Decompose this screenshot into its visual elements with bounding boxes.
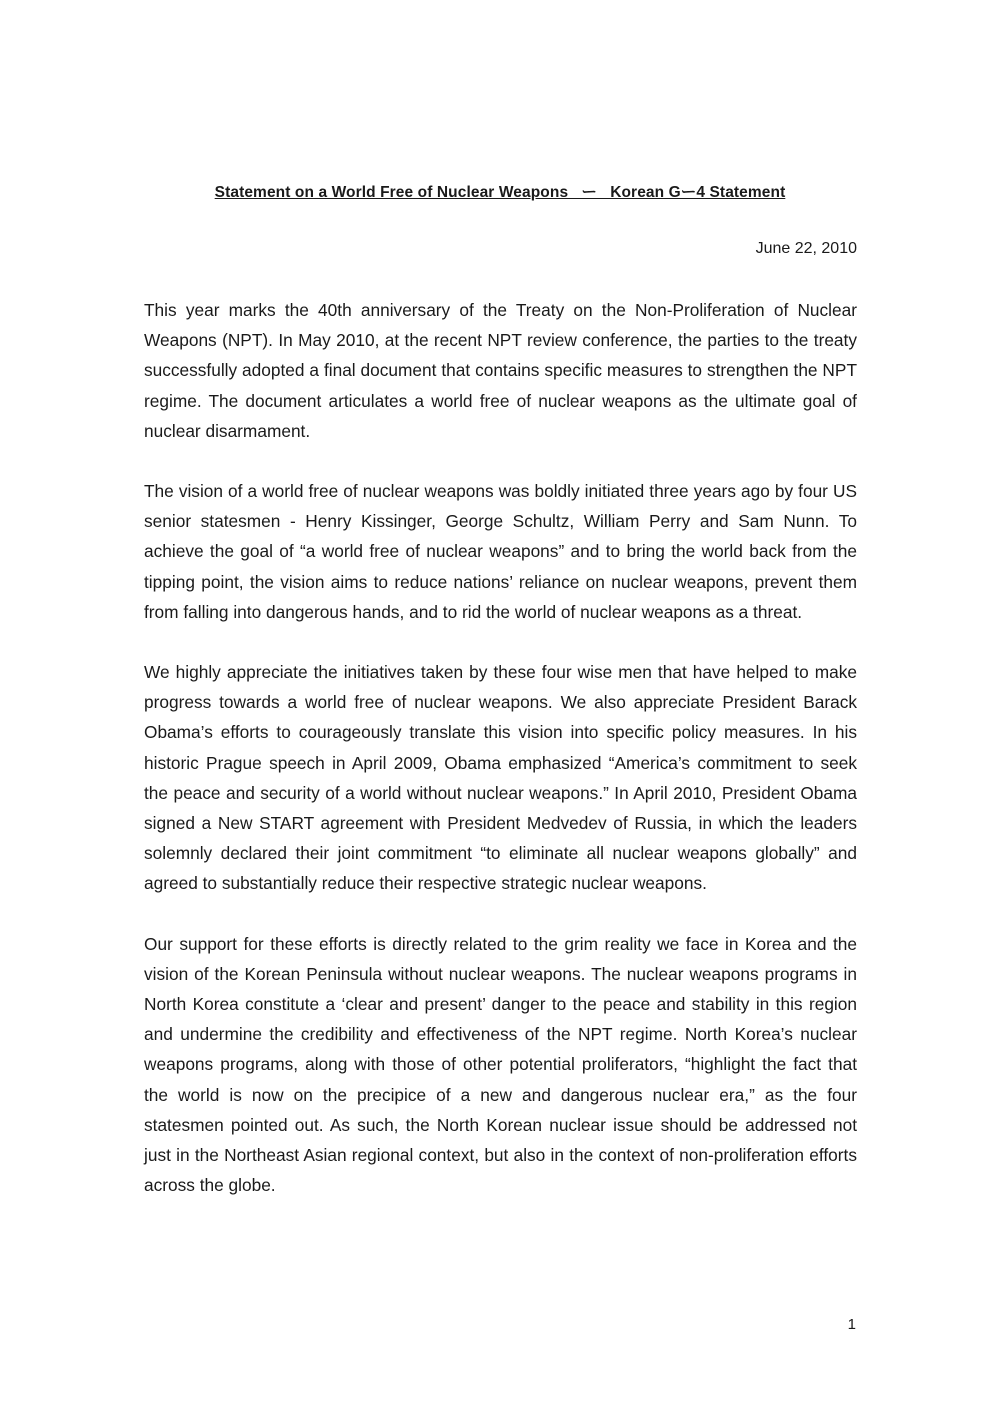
- paragraph-korea-support: Our support for these efforts is directly related to the grim reality we face in Korea and the vision of the Korean Peninsula without nuclear weapons. The nuclear weapons programs in North Korea constitute a ‘clear and present’ danger to the peace and stability in this region and undermine the credibility and effectiveness of the NPT regime. North Korea’s nuclear weapons programs, along with those of other potential proliferators, “highlight the fact that the world is now on the precipice of a new and dangerous nuclear era,” as the four statesmen pointed out. As such, the North Korean nuclear issue should be addressed not just in the Northeast Asian regional context, but also in the context of non-proliferation efforts across the globe.: [144, 933, 857, 1196]
- paragraph-vision-statesmen: The vision of a world free of nuclear weapons was boldly initiated three years ago by four US senior statesmen - Henry Kissinger, George Schultz, William Perry and Sam Nunn. To achieve the goal of “a world free of nuclear weapons” and to bring the world back from the tipping point, the vision aims to reduce nations’ reliance on nuclear weapons, prevent them from falling into dangerous hands, and to rid the world of nuclear weapons as a threat.: [144, 481, 857, 622]
- document-title: Statement on a World Free of Nuclear Weapons ー Korean Gー4 Statement: [214, 184, 786, 201]
- paragraph-obama-efforts: We highly appreciate the initiatives taken by these four wise men that have helped to make progress towards a world free of nuclear weapons. We also appreciate President Barack Obama’s efforts to courageously translate this vision into specific policy measures. In his historic Prague speech in April 2009, Obama emphasized “America’s commitment to seek the peace and security of a world without nuclear weapons.” In April 2010, President Obama signed a New START agreement with President Medvedev of Russia, in which the leaders solemnly declared their joint commitment “to eliminate all nuclear weapons globally” and agreed to substantially reduce their respective strategic nuclear weapons.: [144, 662, 857, 894]
- document-body: [144, 295, 857, 1230]
- document-date: June 22, 2010: [755, 240, 857, 257]
- page-number: 1: [847, 1316, 856, 1333]
- paragraph-npt-anniversary: This year marks the 40th anniversary of the Treaty on the Non-Proliferation of Nuclear Weapons (NPT). In May 2010, at the recent NPT review conference, the parties to the treaty successfully adopted a final document that contains specific measures to strengthen the NPT regime. The document articulates a world free of nuclear weapons as the ultimate goal of nuclear disarmament.: [144, 300, 857, 441]
